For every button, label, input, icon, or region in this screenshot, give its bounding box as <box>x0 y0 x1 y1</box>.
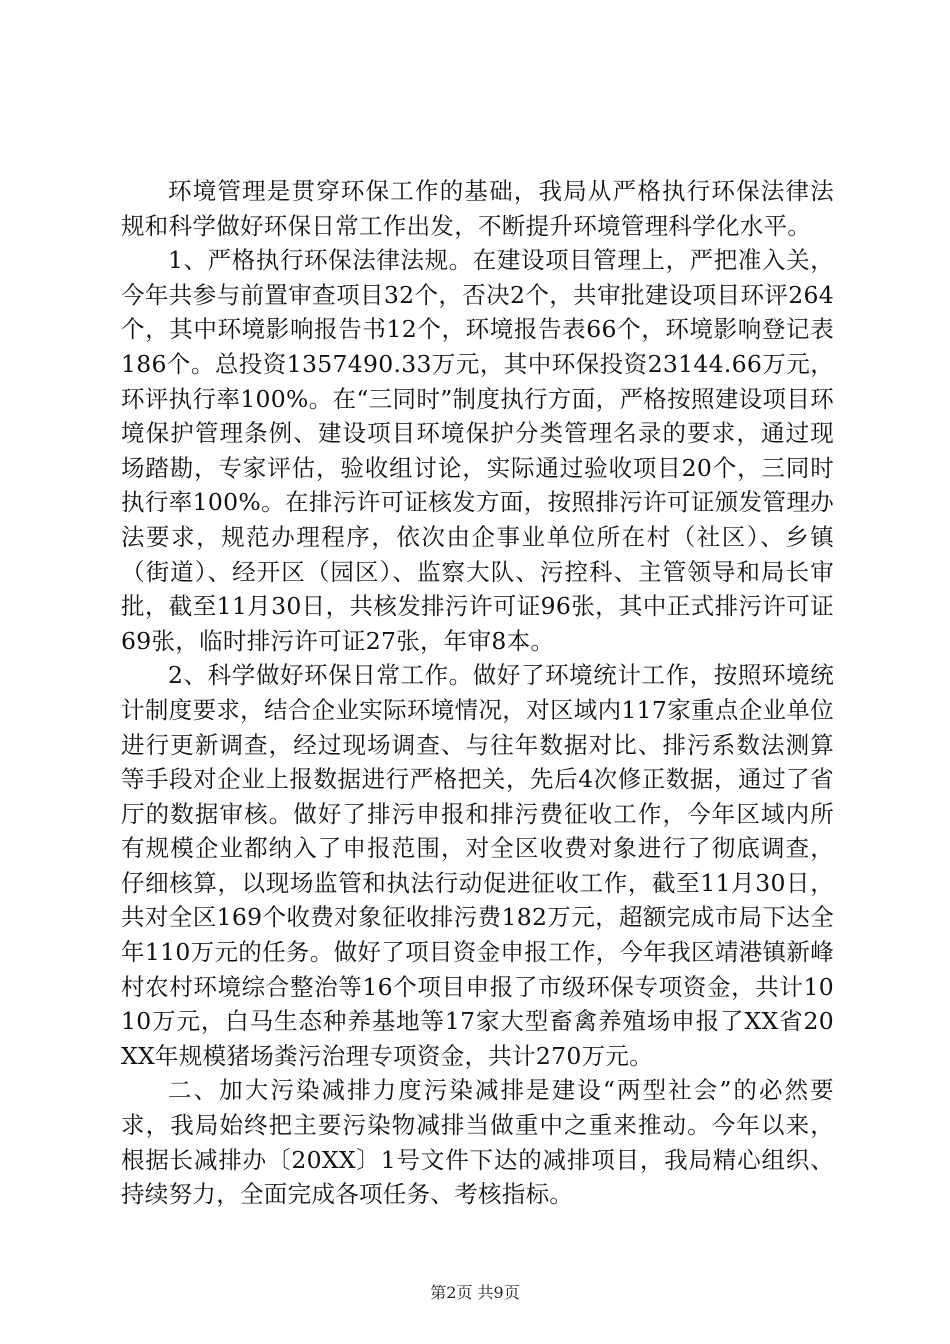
paragraph-item-1: 1、严格执行环保法律法规。在建设项目管理上，严把准入关，今年共参与前置审查项目32个，否决2个，共审批建设项目环评264个，其中环境影响报告书12个，环境报告表66个，环境影响登记表186个。总投资1357490.33万元，其中环保投资23144.66万元，环评执行率100%。在“三同时”制度执行方面，严格按照建设项目环境保护管理条例、建设项目环境保护分类管理名录的要求，通过现场踏勘，专家评估，验收组讨论，实际通过验收项目20个，三同时执行率100%。在排污许可证核发方面，按照排污许可证颁发管理办法要求，规范办理程序，依次由企事业单位所在村（社区）、乡镇（街道）、经开区（园区）、监察大队、污控科、主管领导和局长审批，截至11月30日，共核发排污许可证96张，其中正式排污许可证69张，临时排污许可证27张，年审8本。 <box>121 246 834 655</box>
page-footer: 第2页 共9页 <box>430 1283 520 1302</box>
document-body <box>121 174 834 1212</box>
paragraph-section-2: 二、加大污染减排力度污染减排是建设“两型社会”的必然要求，我局始终把主要污染物减排当做重中之重来推动。今年以来，根据长减排办〔20XX〕1号文件下达的减排项目，我局精心组织、持续努力，全面完成各项任务、考核指标。 <box>121 1076 834 1209</box>
paragraph-intro: 环境管理是贯穿环保工作的基础，我局从严格执行环保法律法规和科学做好环保日常工作出发，不断提升环境管理科学化水平。 <box>121 177 834 240</box>
paragraph-item-2: 2、科学做好环保日常工作。做好了环境统计工作，按照环境统计制度要求，结合企业实际环境情况，对区域内117家重点企业单位进行更新调查，经过现场调查、与往年数据对比、排污系数法测算等手段对企业上报数据进行严格把关，先后4次修正数据，通过了省厅的数据审核。做好了排污申报和排污费征收工作，今年区域内所有规模企业都纳入了申报范围，对全区收费对象进行了彻底调查，仔细核算，以现场监管和执法行动促进征收工作，截至11月30日，共对全区169个收费对象征收排污费182万元，超额完成市局下达全年110万元的任务。做好了项目资金申报工作，今年我区靖港镇新峰村农村环境综合整治等16个项目申报了市级环保专项资金，共计1010万元，白马生态种养基地等17家大型畜禽养殖场申报了XX省20XX年规模猪场粪污治理专项资金，共计270万元。 <box>121 661 834 1070</box>
